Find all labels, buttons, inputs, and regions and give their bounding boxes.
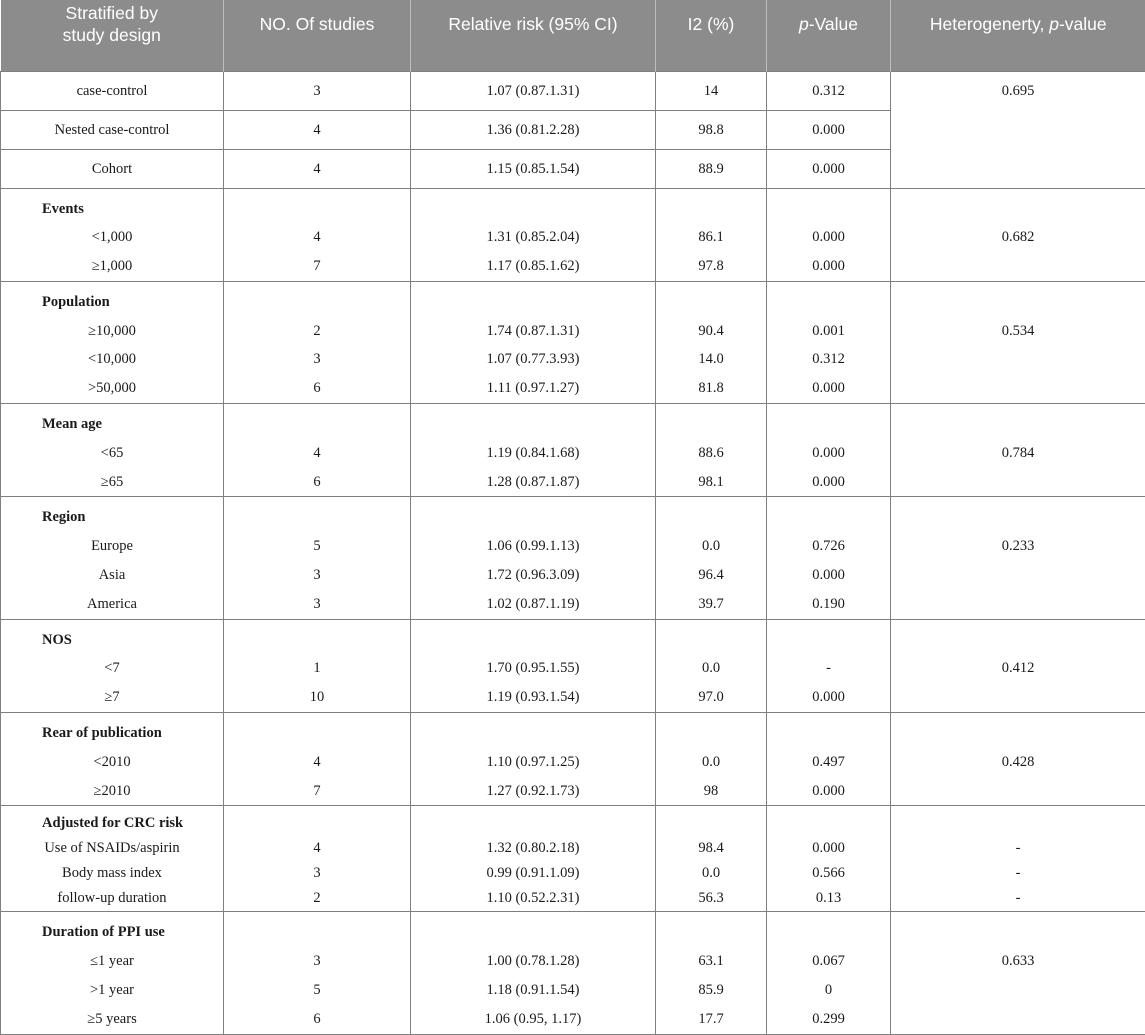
cell-i2: 98.8 (656, 110, 767, 149)
cell-p (767, 404, 891, 497)
cell-heterogeneity (891, 188, 1145, 281)
group-row-label: <1,000 (91, 229, 133, 246)
group-row-p: 0.000 (812, 229, 845, 246)
group-row-i2: 90.4 (698, 322, 724, 339)
group-row-label: Use of NSAIDs/aspirin (44, 840, 180, 857)
cell-rr (411, 713, 656, 806)
group-row-rr: 1.10 (0.97.1.25) (486, 753, 580, 770)
cell-label (1, 497, 224, 619)
cell-label: Cohort (1, 149, 224, 188)
group-row-rr: 1.02 (0.87.1.19) (486, 595, 580, 612)
group-row-i2: 98.4 (698, 840, 724, 857)
cell-label: case-control (1, 71, 224, 110)
group-row-i2: 63.1 (698, 953, 724, 970)
cell-rr: 1.07 (0.87.1.31) (411, 71, 656, 110)
cell-label: Nested case-control (1, 110, 224, 149)
cell-rr (411, 497, 656, 619)
cell-studies: 3 (224, 71, 411, 110)
group-row-rr: 1.06 (0.99.1.13) (486, 538, 580, 555)
group-row-i2: 0.0 (701, 538, 721, 555)
cell-i2 (656, 281, 767, 403)
table-row-group (1, 806, 1145, 912)
group-row-rr: 1.17 (0.85.1.62) (486, 258, 580, 275)
group-title: Events (42, 200, 84, 217)
group-row-i2: 88.6 (698, 444, 724, 461)
cell-rr (411, 281, 656, 403)
group-row-p: 0.000 (812, 473, 845, 490)
group-title: Population (42, 293, 110, 310)
group-row-label: ≥7 (104, 689, 120, 706)
group-row-label: America (87, 595, 137, 612)
group-row-i2: 97.8 (698, 258, 724, 275)
group-row-studies: 2 (313, 322, 321, 339)
header-i2: I2 (%) (656, 0, 767, 71)
group-row-studies: 4 (313, 229, 321, 246)
cell-p (767, 713, 891, 806)
cell-label (1, 281, 224, 403)
group-row-p: 0.067 (812, 953, 845, 970)
group-row-i2: 98.1 (698, 473, 724, 490)
group-row-studies: 6 (313, 380, 321, 397)
group-row-label: >50,000 (87, 380, 137, 397)
cell-heterogeneity (891, 806, 1145, 912)
group-row-studies: 1 (313, 660, 321, 677)
group-row-studies: 3 (313, 953, 321, 970)
group-row-studies: 2 (313, 890, 321, 907)
cell-p (767, 912, 891, 1034)
cell-i2 (656, 497, 767, 619)
group-row-p: 0.13 (815, 890, 842, 907)
group-row-rr: 1.19 (0.84.1.68) (486, 444, 580, 461)
group-title: Duration of PPI use (42, 924, 165, 941)
cell-i2 (656, 912, 767, 1034)
group-row-label: Body mass index (62, 865, 162, 882)
cell-studies (224, 497, 411, 619)
group-heterogeneity: 0.428 (1001, 753, 1035, 770)
cell-rr: 1.15 (0.85.1.54) (411, 149, 656, 188)
cell-studies: 4 (224, 110, 411, 149)
cell-rr (411, 188, 656, 281)
header-heterogeneity: Heterogenerty, p-value (891, 0, 1145, 71)
group-heterogeneity: 0.682 (1001, 229, 1035, 246)
table-row-group (1, 912, 1145, 1034)
group-row-studies: 3 (313, 595, 321, 612)
cell-p (767, 619, 891, 712)
group-row-label: <65 (100, 444, 124, 461)
group-title: NOS (42, 631, 72, 648)
group-row-studies: 3 (313, 351, 321, 368)
group-row-p: - (826, 660, 831, 677)
group-row-p: 0.000 (812, 258, 845, 275)
group-row-p: 0.726 (812, 538, 845, 555)
table-body (1, 71, 1145, 1034)
group-row-rr: 1.11 (0.97.1.27) (486, 380, 580, 397)
cell-p (767, 497, 891, 619)
group-row-p: 0.001 (812, 322, 845, 339)
group-row-p: 0.000 (812, 689, 845, 706)
group-row-studies: 3 (313, 567, 321, 584)
group-row-i2: 39.7 (698, 595, 724, 612)
group-row-studies: 6 (313, 473, 321, 490)
cell-p (767, 281, 891, 403)
group-row-label: ≥10,000 (88, 322, 136, 339)
group-row-label: ≤1 year (90, 953, 134, 970)
group-row-i2: 85.9 (698, 982, 724, 999)
group-row-i2: 14.0 (698, 351, 724, 368)
cell-heterogeneity (891, 281, 1145, 403)
group-heterogeneity: 0.412 (1001, 660, 1035, 677)
cell-studies (224, 619, 411, 712)
header-studies: NO. Of studies (224, 0, 411, 71)
group-row-studies: 7 (313, 782, 321, 799)
group-row-rr: 1.00 (0.78.1.28) (486, 953, 580, 970)
group-heterogeneity: 0.233 (1001, 538, 1035, 555)
cell-heterogeneity (891, 619, 1145, 712)
group-row-studies: 5 (313, 982, 321, 999)
cell-studies (224, 713, 411, 806)
cell-label (1, 188, 224, 281)
group-row-rr: 1.70 (0.95.1.55) (486, 660, 580, 677)
group-row-p: 0.000 (812, 380, 845, 397)
group-row-rr: 1.28 (0.87.1.87) (486, 473, 580, 490)
group-row-p: 0.566 (812, 865, 845, 882)
group-row-heterogeneity: - (1015, 890, 1021, 907)
group-row-rr: 1.72 (0.96.3.09) (486, 567, 580, 584)
group-row-rr: 1.07 (0.77.3.93) (486, 351, 580, 368)
group-row-studies: 4 (313, 444, 321, 461)
cell-i2 (656, 404, 767, 497)
cell-p: 0.000 (767, 149, 891, 188)
table-row-group (1, 713, 1145, 806)
group-row-rr: 1.19 (0.93.1.54) (486, 689, 580, 706)
group-row-studies: 10 (309, 689, 325, 706)
group-row-p: 0.000 (812, 567, 845, 584)
cell-label (1, 912, 224, 1034)
cell-p: 0.000 (767, 110, 891, 149)
cell-heterogeneity (891, 912, 1145, 1034)
cell-rr (411, 806, 656, 912)
group-title: Region (42, 509, 86, 526)
group-row-label: Europe (91, 538, 133, 555)
cell-rr (411, 404, 656, 497)
group-row-rr: 1.27 (0.92.1.73) (486, 782, 580, 799)
cell-heterogeneity (891, 713, 1145, 806)
group-row-p: 0.000 (812, 840, 845, 857)
cell-rr (411, 912, 656, 1034)
group-row-studies: 4 (313, 840, 321, 857)
group-row-i2: 17.7 (698, 1010, 724, 1027)
group-row-rr: 1.10 (0.52.2.31) (486, 890, 580, 907)
group-row-i2: 0.0 (701, 865, 721, 882)
cell-i2: 14 (656, 71, 767, 110)
group-row-p: 0.190 (812, 595, 845, 612)
group-row-p: 0 (824, 982, 833, 999)
cell-studies (224, 188, 411, 281)
group-heterogeneity: 0.633 (1001, 953, 1035, 970)
table-row-group (1, 619, 1145, 712)
cell-rr (411, 619, 656, 712)
group-row-i2: 98 (703, 782, 719, 799)
cell-p: 0.312 (767, 71, 891, 110)
header-stratified (1, 0, 224, 71)
group-row-studies: 3 (313, 865, 321, 882)
group-row-i2: 96.4 (698, 567, 724, 584)
group-row-label: Asia (98, 567, 126, 584)
table-row (1, 71, 1145, 110)
group-row-i2: 0.0 (701, 753, 721, 770)
cell-studies: 4 (224, 149, 411, 188)
group-row-studies: 7 (313, 258, 321, 275)
group-row-i2: 97.0 (698, 689, 724, 706)
group-row-rr: 0.99 (0.91.1.09) (486, 865, 580, 882)
table-row-group (1, 404, 1145, 497)
cell-studies (224, 912, 411, 1034)
cell-studies (224, 281, 411, 403)
group-row-label: <7 (104, 660, 120, 677)
group-row-studies: 5 (313, 538, 321, 555)
group-row-i2: 56.3 (698, 890, 724, 907)
group-row-label: ≥5 years (87, 1010, 137, 1027)
cell-i2 (656, 619, 767, 712)
cell-heterogeneity: 0.695 (891, 71, 1145, 188)
group-row-rr: 1.32 (0.80.2.18) (486, 840, 580, 857)
cell-studies (224, 806, 411, 912)
cell-studies (224, 404, 411, 497)
header-p-value: p-Value (767, 0, 891, 71)
group-row-p: 0.497 (812, 753, 845, 770)
group-row-label: >1 year (89, 982, 134, 999)
group-row-studies: 6 (313, 1010, 321, 1027)
cell-rr: 1.36 (0.81.2.28) (411, 110, 656, 149)
group-row-heterogeneity: - (1015, 840, 1021, 857)
cell-p (767, 188, 891, 281)
group-row-label: <10,000 (87, 351, 137, 368)
header-relative-risk: Relative risk (95% CI) (411, 0, 656, 71)
group-heterogeneity: 0.534 (1001, 322, 1035, 339)
header-stratified-line1: Stratified by (65, 3, 158, 23)
cell-heterogeneity (891, 404, 1145, 497)
group-title: Adjusted for CRC risk (42, 815, 184, 832)
group-row-rr: 1.06 (0.95, 1.17) (484, 1010, 582, 1027)
cell-label (1, 713, 224, 806)
group-title: Mean age (42, 416, 102, 433)
cell-i2 (656, 806, 767, 912)
group-row-studies: 4 (313, 753, 321, 770)
group-row-label: <2010 (93, 753, 131, 770)
group-row-i2: 86.1 (698, 229, 724, 246)
group-row-rr: 1.74 (0.87.1.31) (486, 322, 580, 339)
group-row-label: ≥65 (100, 473, 124, 490)
cell-label (1, 806, 224, 912)
group-row-p: 0.299 (812, 1010, 845, 1027)
cell-heterogeneity (891, 497, 1145, 619)
table-row-group (1, 497, 1145, 619)
table-row-group (1, 281, 1145, 403)
cell-label (1, 404, 224, 497)
group-row-label: ≥2010 (93, 782, 131, 799)
group-row-rr: 1.31 (0.85.2.04) (486, 229, 580, 246)
group-row-i2: 0.0 (701, 660, 721, 677)
cell-i2: 88.9 (656, 149, 767, 188)
group-row-p: 0.000 (812, 444, 845, 461)
cell-i2 (656, 713, 767, 806)
cell-i2 (656, 188, 767, 281)
group-row-label: follow-up duration (57, 890, 167, 907)
table-header (1, 0, 1145, 71)
header-stratified-line2: study design (62, 25, 161, 45)
cell-label (1, 619, 224, 712)
group-row-rr: 1.18 (0.91.1.54) (486, 982, 580, 999)
group-title: Rear of publication (42, 725, 162, 742)
group-row-p: 0.312 (812, 351, 845, 368)
table-row-group (1, 188, 1145, 281)
group-row-i2: 81.8 (698, 380, 724, 397)
group-row-label: ≥1,000 (91, 258, 133, 275)
group-row-p: 0.000 (812, 782, 845, 799)
cell-p (767, 806, 891, 912)
group-heterogeneity: 0.784 (1001, 444, 1035, 461)
group-row-heterogeneity: - (1015, 865, 1021, 882)
